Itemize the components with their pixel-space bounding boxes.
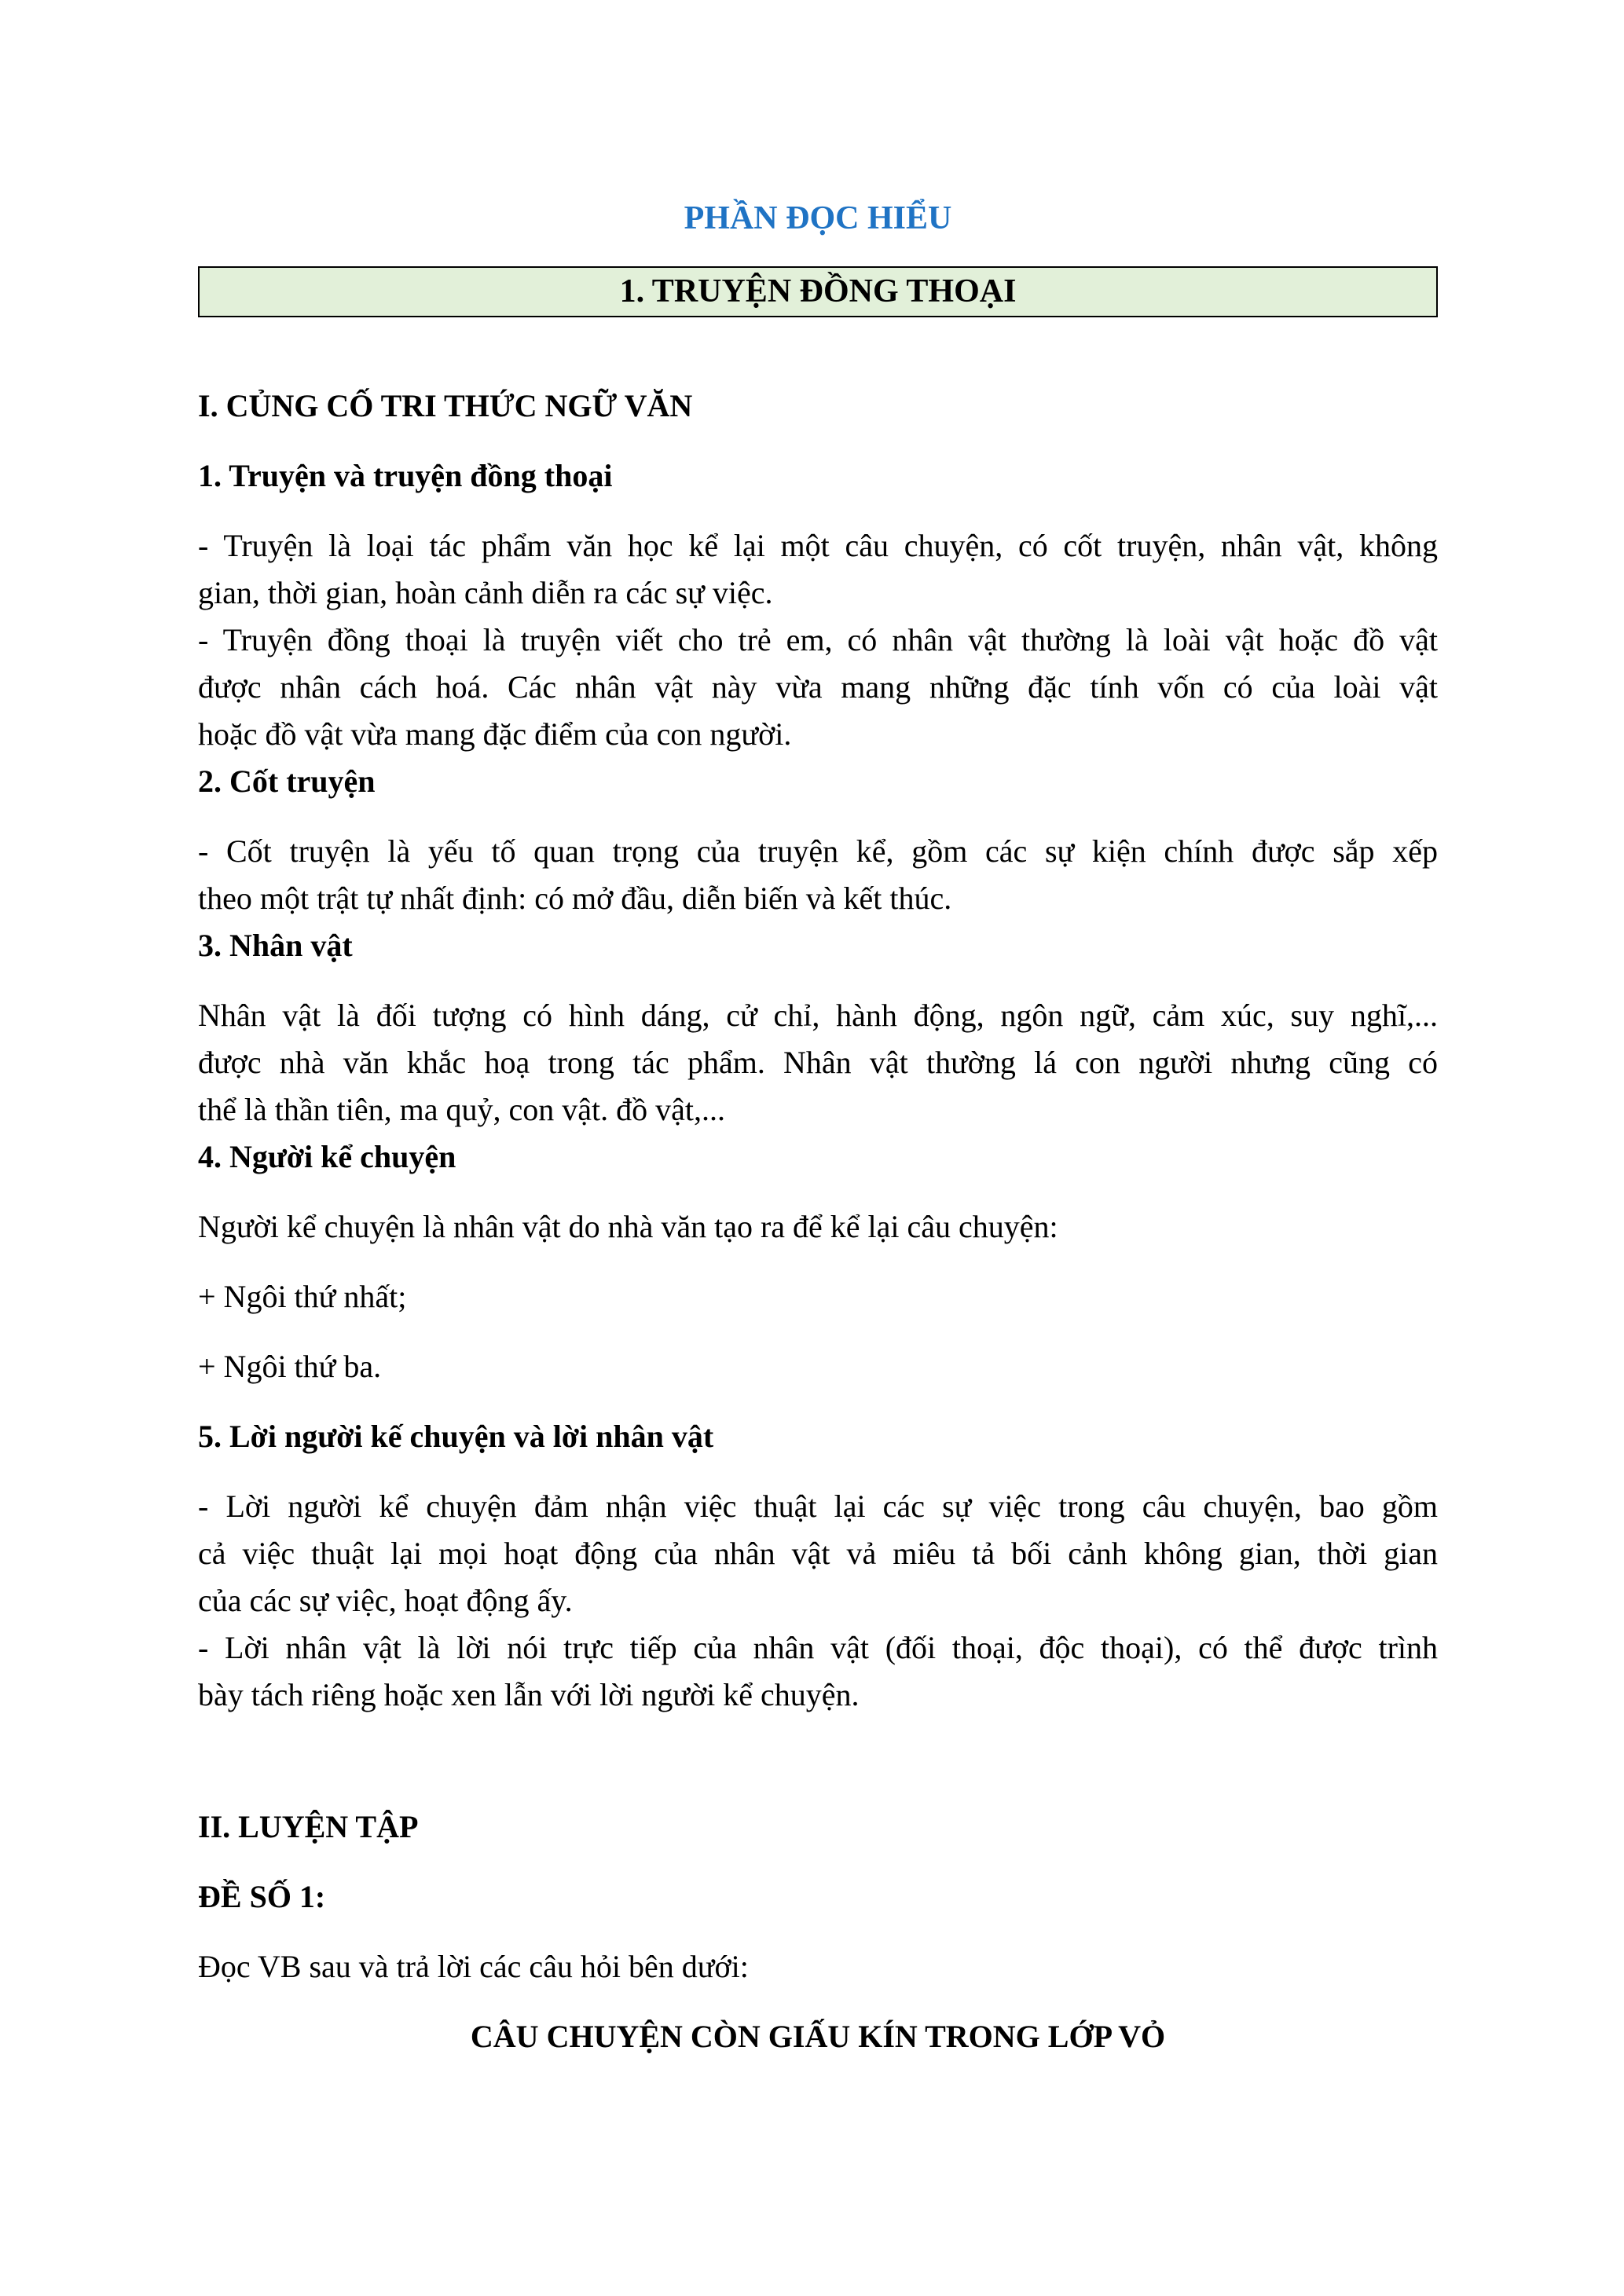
- text-line: Nhân vật là đối tượng có hình dáng, cử chỉ, hành động, ngôn ngữ, cảm xúc, suy nghĩ,...: [198, 998, 1438, 1033]
- text-line: được nhân cách hoá. Các nhân vật này vừa mang những đặc tính vốn có của loài vật: [198, 669, 1438, 705]
- bullet-item: + Ngôi thứ ba.: [198, 1349, 382, 1384]
- section-heading-2: II. LUYỆN TẬP: [198, 1809, 419, 1844]
- text-line: được nhà văn khắc hoạ trong tác phẩm. Nhân vật thường lá con người nhưng cũng có: [198, 1045, 1438, 1080]
- reading-text-title: CÂU CHUYỆN CÒN GIẤU KÍN TRONG LỚP VỎ: [470, 2019, 1166, 2054]
- text-line: - Truyện là loại tác phẩm văn học kể lại một câu chuyện, có cốt truyện, nhân vật, không: [198, 528, 1438, 563]
- text-line: của các sự việc, hoạt động ấy.: [198, 1583, 573, 1618]
- subheading-nguoi-ke: 4. Người kể chuyện: [198, 1139, 456, 1174]
- text-line: - Cốt truyện là yếu tố quan trọng của truyện kể, gồm các sự kiện chính được sắp xếp: [198, 833, 1438, 869]
- text-line: cả việc thuật lại mọi hoạt động của nhân vật vả miêu tả bối cảnh không gian, thời gian: [198, 1536, 1438, 1571]
- section-heading-1: I. CỦNG CỐ TRI THỨC NGỮ VĂN: [198, 388, 693, 423]
- part-title: PHẦN ĐỌC HIỂU: [684, 200, 952, 236]
- subheading-loi-ke: 5. Lời người kế chuyện và lời nhân vật: [198, 1419, 714, 1454]
- lesson-title-box: 1. TRUYỆN ĐỒNG THOẠI: [198, 266, 1438, 317]
- text-line: theo một trật tự nhất định: có mở đầu, diễn biến và kết thúc.: [198, 881, 952, 916]
- subheading-cot-truyen: 2. Cốt truyện: [198, 764, 376, 799]
- exam-label: ĐỀ SỐ 1:: [198, 1879, 326, 1914]
- text-line: - Truyện đồng thoại là truyện viết cho trẻ em, có nhân vật thường là loài vật hoặc đồ vật: [198, 622, 1438, 657]
- text-line: bày tách riêng hoặc xen lẫn với lời người kể chuyện.: [198, 1677, 860, 1712]
- subheading-truyen: 1. Truyện và truyện đồng thoại: [198, 458, 613, 493]
- text-line: hoặc đồ vật vừa mang đặc điểm của con người.: [198, 716, 792, 752]
- text-line: - Lời nhân vật là lời nói trực tiếp của nhân vật (đối thoại, độc thoại), có thể được trình: [198, 1630, 1438, 1665]
- text-line: - Lời người kể chuyện đảm nhận việc thuật lại các sự việc trong câu chuyện, bao gồm: [198, 1489, 1438, 1524]
- bullet-item: + Ngôi thứ nhất;: [198, 1279, 407, 1314]
- text-line: Người kể chuyện là nhân vật do nhà văn tạo ra để kể lại câu chuyện:: [198, 1209, 1058, 1244]
- instruction-text: Đọc VB sau và trả lời các câu hỏi bên dưới:: [198, 1949, 749, 1984]
- text-line: thể là thần tiên, ma quỷ, con vật. đồ vật,...: [198, 1092, 725, 1127]
- text-line: gian, thời gian, hoàn cảnh diễn ra các sự việc.: [198, 575, 773, 610]
- subheading-nhan-vat: 3. Nhân vật: [198, 928, 353, 963]
